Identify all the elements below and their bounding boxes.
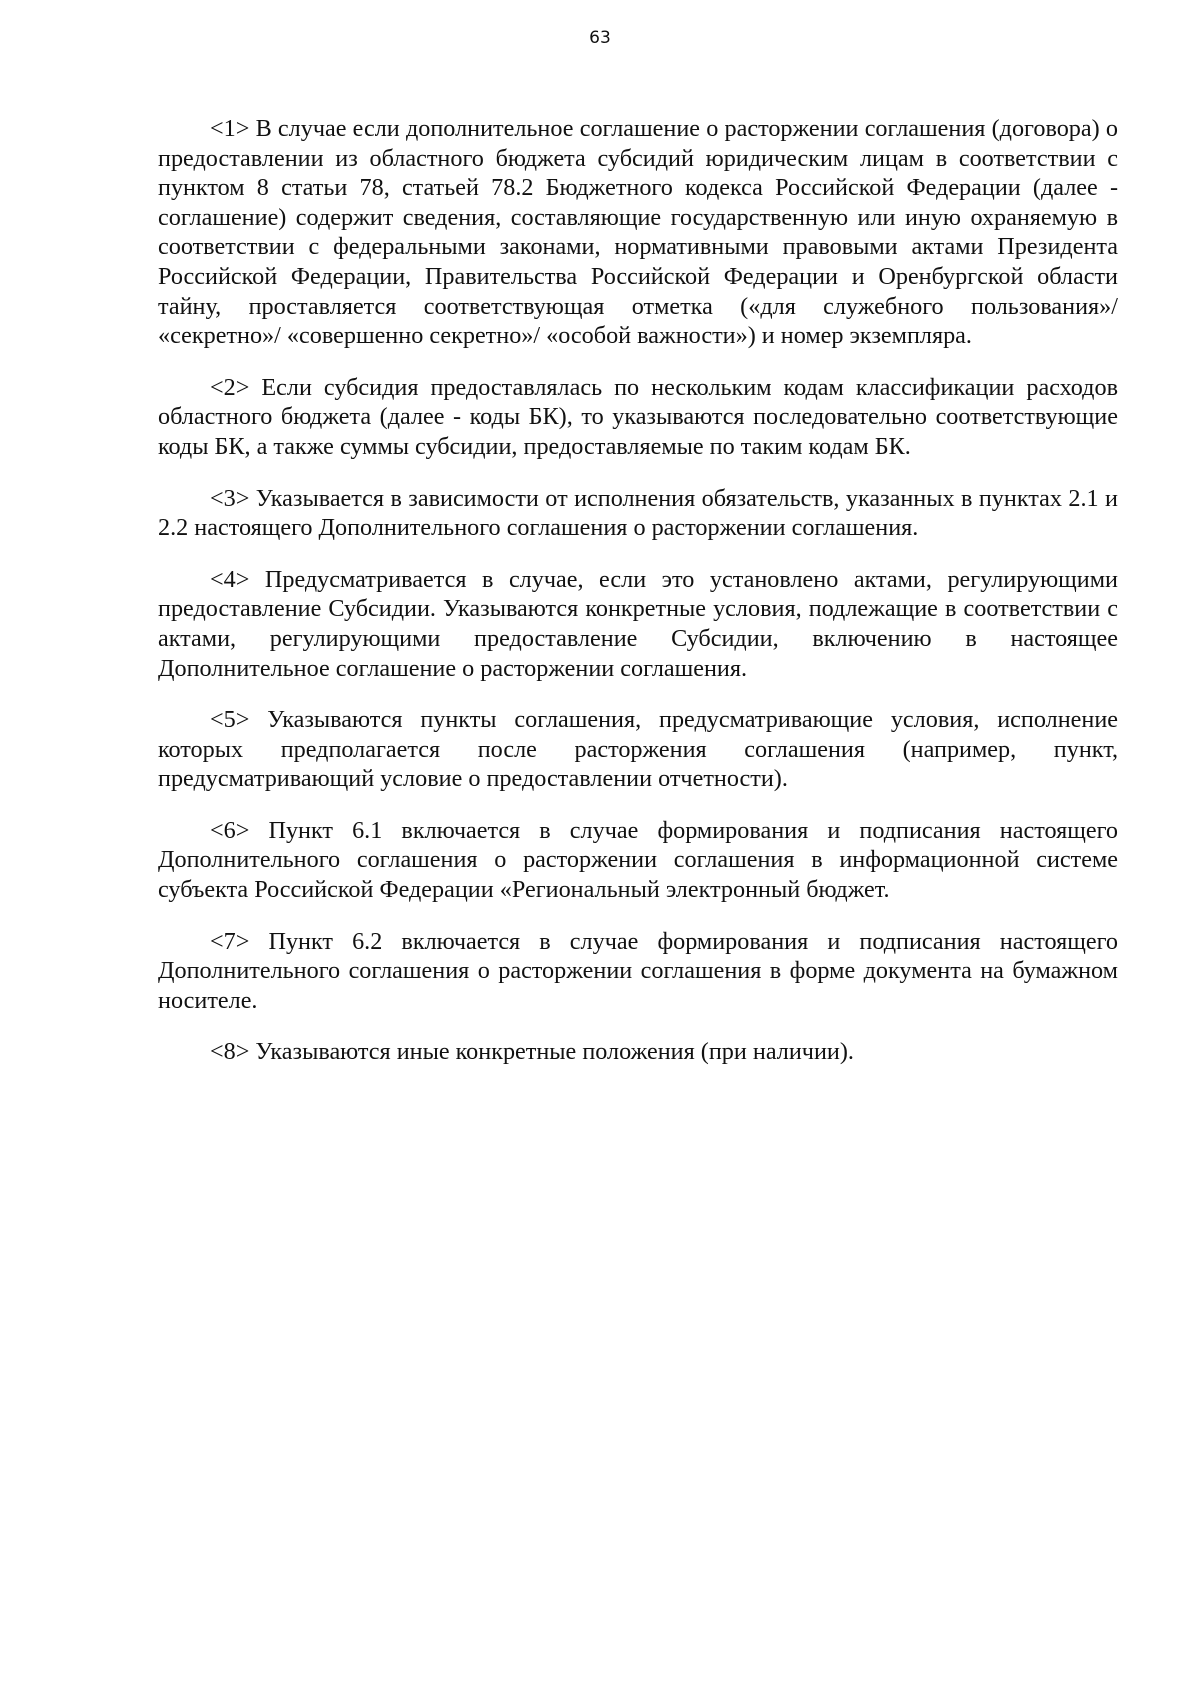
- page-number: 63: [589, 28, 611, 48]
- footnote-8: <8> Указываются иные конкретные положения (при наличии).: [210, 1038, 854, 1066]
- footnote-1: <1> В случае если дополнительное соглашение о расторжении соглашения (договора) о предоставлении из областного бюджета субсидий юридическим лицам в соответствии с пунктом 8 статьи 78, статьей 78.2 Бюджетного кодекса Российской Федерации (далее - соглашение) содержит сведения, составляющие государственную или иную охраняемую в соответствии с федеральными законами, нормативными правовыми актами Президента Российской Федерации, Правительства Российской Федерации и Оренбургской области тайну, проставляется соответствующая отметка («для служебного пользования»/ «секретно»/ «совершенно секретно»/ «особой важности») и номер экземпляра.: [158, 115, 1118, 350]
- footnote-7: <7> Пункт 6.2 включается в случае формирования и подписания настоящего Дополнительного соглашения о расторжении соглашения в форме документа на бумажном носителе.: [158, 927, 1118, 1014]
- footnote-6: <6> Пункт 6.1 включается в случае формирования и подписания настоящего Дополнительного соглашения о расторжении соглашения в информационной системе субъекта Российской Федерации «Региональный электронный бюджет.: [158, 816, 1118, 904]
- footnote-3: <3> Указывается в зависимости от исполнения обязательств, указанных в пунктах 2.1 и 2.2 настоящего Дополнительного соглашения о расторжении соглашения.: [158, 484, 1118, 542]
- footnote-5: <5> Указываются пункты соглашения, предусматривающие условия, исполнение которых предполагается после расторжения соглашения (например, пункт, предусматривающий условие о предоставлении отчетности).: [158, 706, 1118, 793]
- footnote-2: <2> Если субсидия предоставлялась по нескольким кодам классификации расходов областного бюджета (далее - коды БК), то указываются последовательно соответствующие коды БК, а также суммы субсидии, предоставляемые по таким кодам БК.: [158, 373, 1118, 460]
- footnote-4: <4> Предусматривается в случае, если это установлено актами, регулирующими предоставление Субсидии. Указываются конкретные условия, подлежащие в соответствии с актами, регулирующими предоставление Субсидии, включению в настоящее Дополнительное соглашение о расторжении соглашения.: [158, 565, 1118, 682]
- footnotes-list: [158, 114, 1118, 1089]
